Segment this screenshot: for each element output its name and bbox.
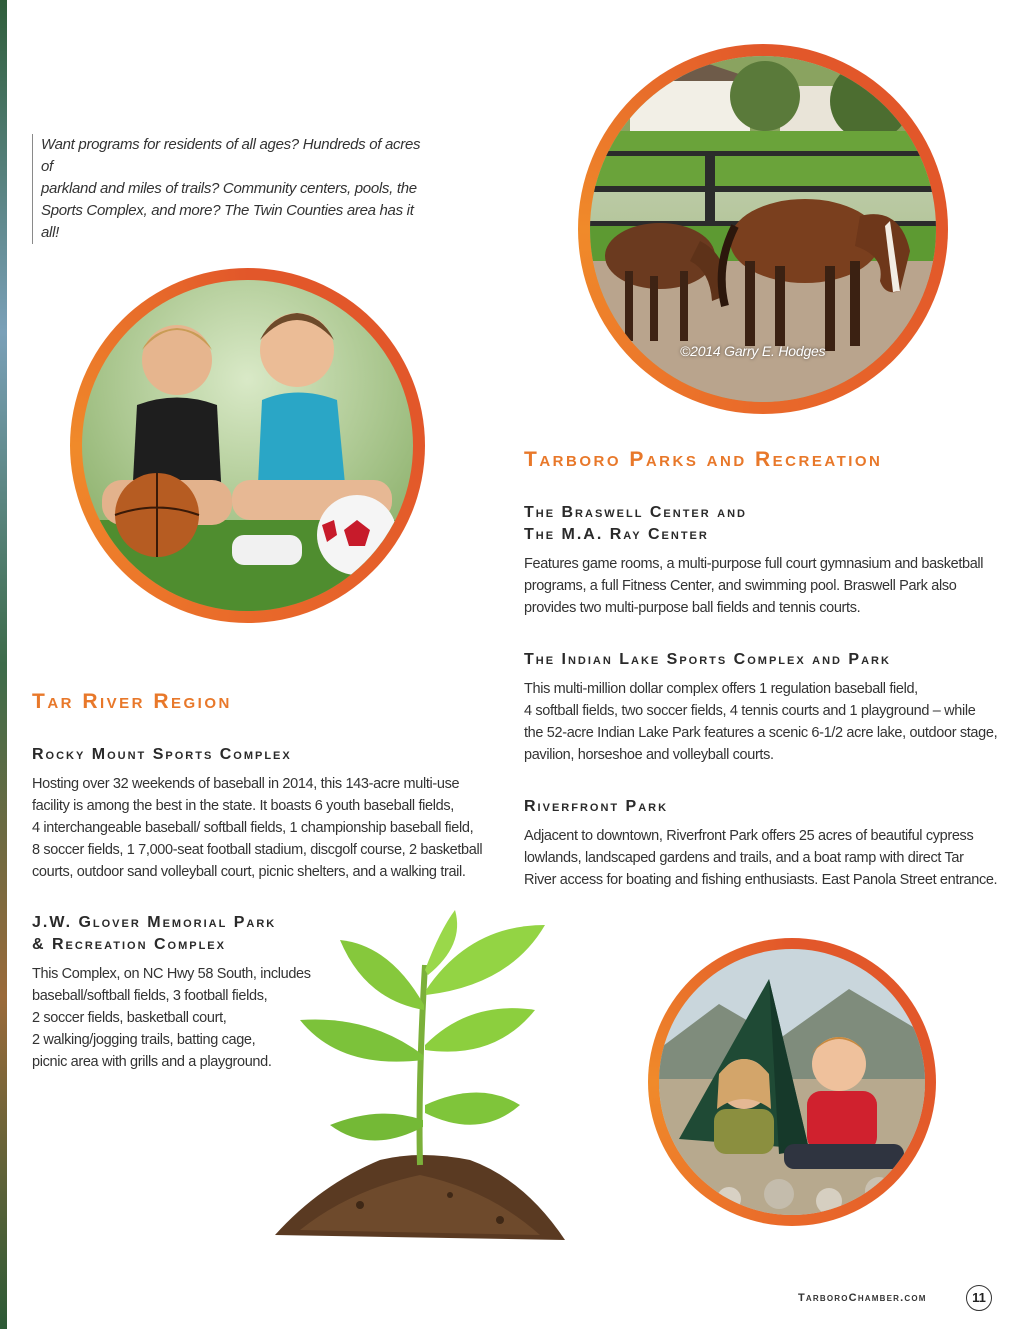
glover-line: This Complex, on NC Hwy 58 South, includes xyxy=(32,966,311,982)
braswell-line: Features game rooms, a multi-purpose full court gymnasium and basketball xyxy=(524,556,984,572)
kids-photo xyxy=(82,280,413,611)
camping-photo xyxy=(659,949,925,1215)
braswell-line: provides two multi-purpose ball fields and tennis courts. xyxy=(524,600,861,616)
tar-river-heading: Tar River Region xyxy=(32,690,232,713)
rocky-mount-line: Hosting over 32 weekends of baseball in 2014, this 143-acre multi-use xyxy=(32,776,460,792)
left-edge-photo-strip xyxy=(0,0,7,1329)
riverfront-line: Adjacent to downtown, Riverfront Park offers 25 acres of beautiful cypress xyxy=(524,828,974,844)
indian-lake-line: This multi-million dollar complex offers 1 regulation baseball field, xyxy=(524,681,918,697)
indian-lake-line: 4 softball fields, two soccer fields, 4 tennis courts and 1 playground – while xyxy=(524,703,976,719)
rocky-mount-line: 4 interchangeable baseball/ softball fields, 1 championship baseball field, xyxy=(32,820,474,836)
glover-line: picnic area with grills and a playground. xyxy=(32,1054,272,1070)
glover-heading-line: & Recreation Complex xyxy=(32,936,226,953)
glover-text xyxy=(32,963,311,1073)
sprout-photo xyxy=(270,905,570,1250)
indian-lake-heading: The Indian Lake Sports Complex and Park xyxy=(524,651,891,668)
kids-photo-ring xyxy=(70,268,425,623)
photo-credit: ©2014 Garry E. Hodges xyxy=(680,343,826,359)
glover-line: 2 walking/jogging trails, batting cage, xyxy=(32,1032,256,1048)
glover-line: baseball/softball fields, 3 football fields, xyxy=(32,988,268,1004)
indian-lake-line: pavilion, horseshoe and volleyball courts. xyxy=(524,747,774,763)
kids-illustration xyxy=(82,280,413,611)
indian-lake-text xyxy=(524,678,997,766)
braswell-text xyxy=(524,553,983,619)
intro-line: Want programs for residents of all ages? Hundreds of acres of xyxy=(41,136,421,175)
rocky-mount-line: courts, outdoor sand volleyball court, picnic shelters, and a walking trail. xyxy=(32,864,466,880)
rocky-mount-line: 8 soccer fields, 1 7,000-seat football stadium, discgolf course, 2 basketball xyxy=(32,842,483,858)
rocky-mount-line: facility is among the best in the state. It boasts 6 youth baseball fields, xyxy=(32,798,454,814)
page-number: 11 xyxy=(966,1285,992,1311)
sprout-illustration xyxy=(270,905,570,1250)
intro-line: Sports Complex, and more? The Twin Counties area has it all! xyxy=(41,202,414,241)
camping-illustration xyxy=(659,949,925,1215)
tarboro-heading: Tarboro Parks and Recreation xyxy=(524,448,883,471)
camping-photo-ring xyxy=(648,938,936,1226)
intro-quote xyxy=(32,134,421,244)
braswell-heading xyxy=(524,502,747,546)
riverfront-text xyxy=(524,825,997,891)
glover-line: 2 soccer fields, basketball court, xyxy=(32,1010,227,1026)
braswell-heading-line: The M.A. Ray Center xyxy=(524,526,709,543)
footer-website: TarboroChamber.com xyxy=(798,1292,927,1304)
rocky-mount-heading: Rocky Mount Sports Complex xyxy=(32,746,292,763)
rocky-mount-text xyxy=(32,773,482,883)
intro-line: parkland and miles of trails? Community centers, pools, the xyxy=(41,180,417,197)
riverfront-line: lowlands, landscaped gardens and trails, and a boat ramp with direct Tar xyxy=(524,850,964,866)
braswell-line: programs, a full Fitness Center, and swimming pool. Braswell Park also xyxy=(524,578,957,594)
riverfront-heading: Riverfront Park xyxy=(524,798,669,815)
braswell-heading-line: The Braswell Center and xyxy=(524,504,747,521)
glover-heading-line: J.W. Glover Memorial Park xyxy=(32,914,277,931)
indian-lake-line: the 52-acre Indian Lake Park features a scenic 6-1/2 acre lake, outdoor stage, xyxy=(524,725,998,741)
riverfront-line: River access for boating and fishing enthusiasts. East Panola Street entrance. xyxy=(524,872,998,888)
glover-heading xyxy=(32,912,276,956)
